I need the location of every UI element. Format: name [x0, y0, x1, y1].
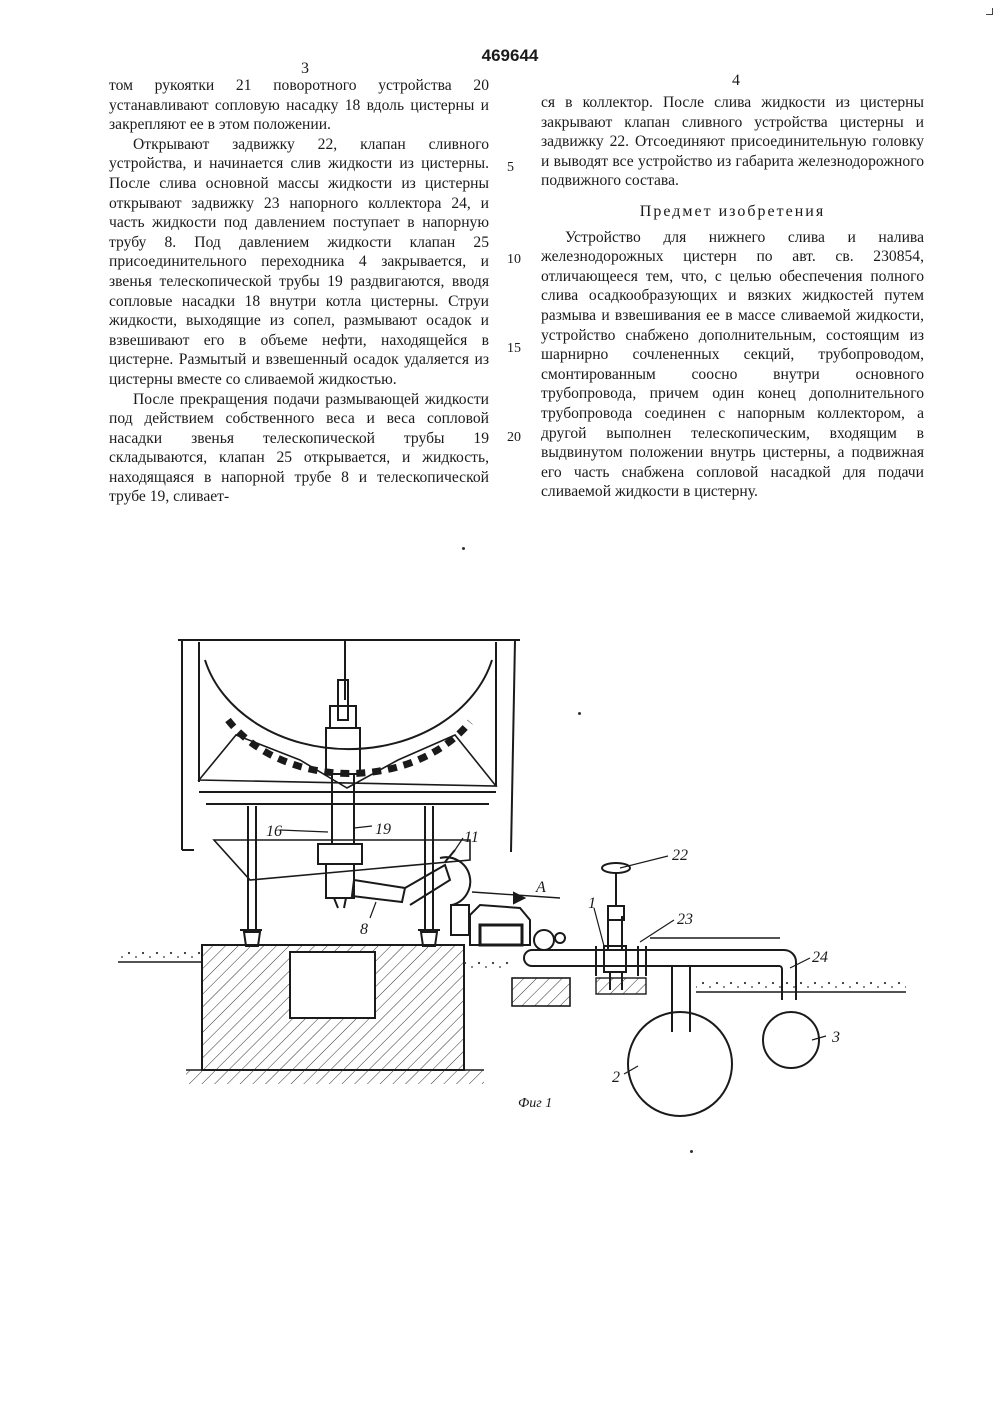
block-under-valve — [596, 978, 646, 994]
label-2: 2 — [612, 1069, 620, 1086]
label-23: 23 — [677, 911, 693, 928]
bogie — [214, 806, 470, 946]
line-number-20: 20 — [507, 430, 521, 445]
label-1: 1 — [588, 895, 596, 912]
right-column — [541, 93, 924, 502]
tank-3 — [763, 1012, 819, 1068]
left-paragraph-2: Открывают задвижку 22, клапан сливного устройства, и начинается слив жидкости из цистерны. После слива основной массы жидкости из цистерны открывают задвижку 23 напорного коллектора 24, и часть жидкости под давлением поступает в напорную трубу 8. Под давлением жидкости клапан 25 присоединительного переходника 4 закрывается, и звенья телескопической трубы 19 раздвигаются, вводя сопловые насадки 18 внутри котла цистерны. Струи жидкости, выходящие из сопел, размывают осадок и взвешивают его в объеме нефти, находящейся в цистерне. Размытый и взвешенный осадок удаляется из цистерны вместе со сливаемой жидкостью. — [109, 135, 489, 388]
label-11: 11 — [464, 829, 479, 846]
claim-text: Устройство для нижнего слива и налива железнодорожных цистерн по авт. св. 230854, отличающееся тем, что, с целью обеспечения полного слива осадкообразующих и вязких жидкостей путем размыва и взвешивания ее в массе сливаемой жидкости, устройство снабжено дополнительным, состоящим из шарнирно сочлененных секций, трубопроводом, смонтированным соосно внутри основного трубопровода, причем один конец дополнительного трубопровода соединен с напорным коллектором, а другой выполнен телескопическим, входящим в выдвинутом положении внутрь цистерны, а подвижная его часть снабжена сопловой насадкой для подачи сливаемой жидкости в цистерну. — [541, 228, 924, 501]
patent-number: 469644 — [481, 46, 539, 65]
figure-1-drawing — [0, 560, 1000, 1160]
label-3: 3 — [832, 1029, 840, 1046]
label-8: 8 — [360, 921, 368, 938]
right-paragraph-1: ся в коллектор. После слива жидкости из цистерны закрывают клапан сливного устройства цистерны и задвижку 22. Отсоединяют присоединительную головку и выводят все устройство из габарита железнодорожного подвижного состава. — [541, 94, 924, 190]
page-number-right: 4 — [732, 72, 740, 89]
label-16: 16 — [266, 823, 282, 840]
figure-caption: Фиг 1 — [518, 1096, 553, 1111]
foundation-pit — [290, 952, 375, 1018]
block-under-pipe — [512, 978, 570, 1006]
left-paragraph-1: том рукоятки 21 поворотного устройства 20 устанавливают сопловую насадку 18 вдоль цистерны и закрепляют ее в этом положении. — [109, 77, 489, 134]
ground-strip-right — [696, 982, 906, 992]
label-22: 22 — [672, 847, 688, 864]
line-number-15: 15 — [507, 341, 521, 356]
line-number-5: 5 — [507, 160, 514, 175]
label-24: 24 — [812, 949, 828, 966]
page-number-left: 3 — [301, 60, 309, 77]
left-paragraph-3: После прекращения подачи размывающей жидкости под действием собственного веса и веса сопловой насадки звенья телескопической трубы 19 складываются, клапан 25 открывается, и жидкость, находящаяся в напорной трубе 8 и телескопической трубе 19, сливает- — [109, 390, 489, 506]
stray-dot — [462, 547, 465, 550]
left-column — [109, 76, 489, 507]
label-19: 19 — [375, 821, 391, 838]
ground-strip-left — [118, 952, 202, 962]
corner-mark — [986, 8, 993, 15]
label-A: A — [536, 879, 546, 896]
tank-car-frame — [178, 640, 520, 852]
discharge-pipes — [352, 850, 565, 950]
line-number-10: 10 — [507, 252, 521, 267]
tank-2 — [628, 1012, 732, 1116]
ground-strip-mid — [464, 960, 510, 970]
section-heading: Предмет изобретения — [639, 202, 826, 220]
